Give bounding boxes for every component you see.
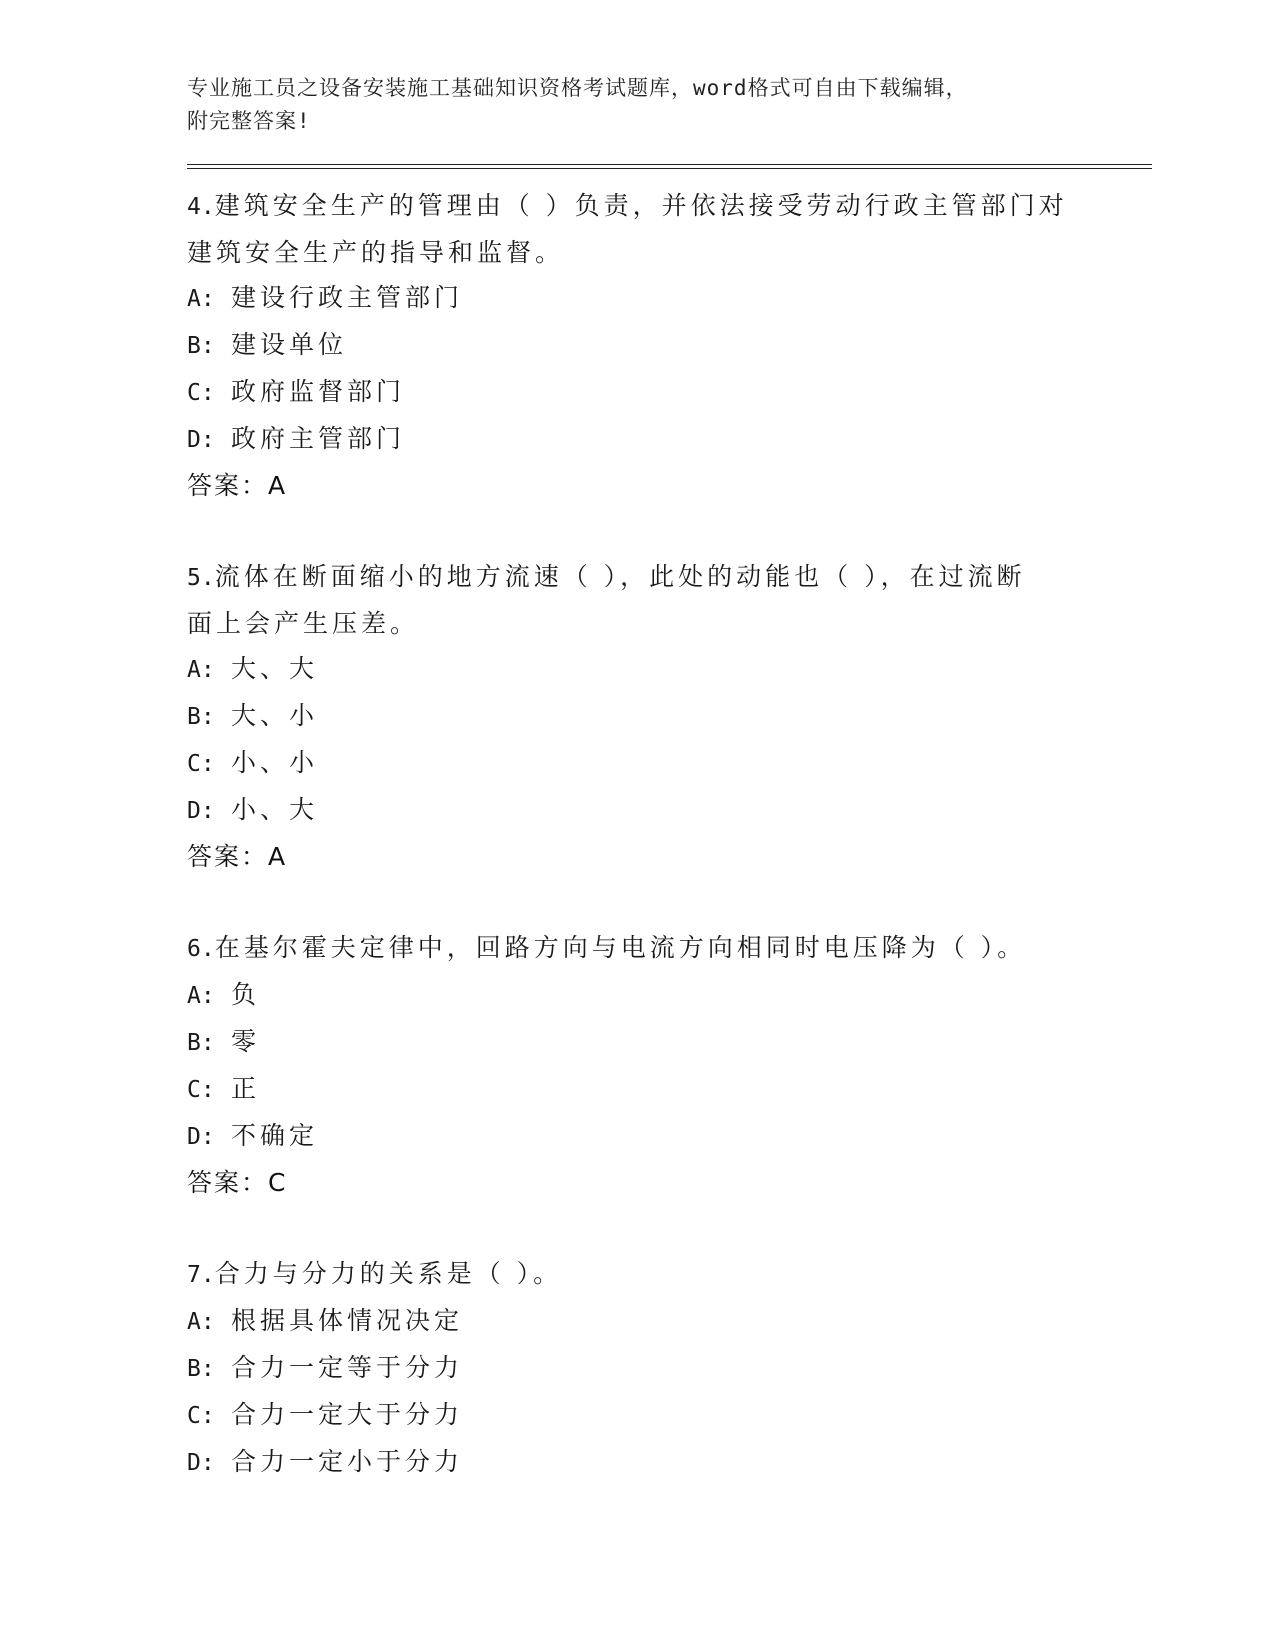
question-stem-line-1: 建筑安全生产的管理由（ ）负责，并依法接受劳动行政主管部门对: [214, 191, 1068, 220]
option-c: [187, 740, 1152, 787]
question-number: 4.: [187, 194, 215, 220]
option-letter: B:: [187, 704, 215, 730]
option-text: 建设单位: [231, 330, 348, 359]
answer-line: 答案：A: [187, 842, 288, 871]
option-letter: B:: [187, 333, 215, 359]
option-letter: C:: [187, 380, 215, 406]
option-text: 合力一定大于分力: [231, 1400, 464, 1429]
option-a: [187, 646, 1152, 693]
question-stem: [187, 925, 1152, 972]
option-letter: C:: [187, 1077, 215, 1103]
option-letter: D:: [187, 1124, 215, 1150]
option-text: 小、大: [231, 795, 319, 824]
question-6: [187, 925, 1152, 1205]
question-stem-line-1: 流体在断面缩小的地方流速（ ），此处的动能也（ ），在过流断: [214, 562, 1026, 591]
option-letter: A:: [187, 657, 215, 683]
question-4: [187, 183, 1152, 508]
option-b: [187, 322, 1152, 369]
option-text: 政府主管部门: [231, 424, 406, 453]
option-letter: A:: [187, 1309, 215, 1335]
header-double-rule: [187, 164, 1152, 169]
answer-line: 答案：A: [187, 471, 288, 500]
question-number: 5.: [187, 565, 215, 591]
question-number: 6.: [187, 936, 215, 962]
question-stem-line-1: 合力与分力的关系是（ ）。: [214, 1259, 563, 1288]
option-letter: B:: [187, 1356, 215, 1382]
option-letter: C:: [187, 1403, 215, 1429]
question-stem: [187, 554, 1152, 601]
question-stem-line-2: 建筑安全生产的指导和监督。: [187, 238, 565, 267]
option-b: [187, 693, 1152, 740]
option-c: [187, 1066, 1152, 1113]
option-text: 正: [231, 1074, 261, 1103]
header-line-1: 专业施工员之设备安装施工基础知识资格考试题库，word格式可自由下载编辑，: [187, 76, 968, 100]
option-d: [187, 787, 1152, 834]
option-b: [187, 1019, 1152, 1066]
option-letter: A:: [187, 286, 215, 312]
option-a: [187, 1298, 1152, 1345]
question-number: 7.: [187, 1262, 215, 1288]
document-header: [187, 72, 1152, 138]
option-text: 不确定: [231, 1121, 319, 1150]
option-text: 根据具体情况决定: [231, 1306, 464, 1335]
option-letter: C:: [187, 751, 215, 777]
option-b: [187, 1345, 1152, 1392]
option-text: 合力一定等于分力: [231, 1353, 464, 1382]
option-a: [187, 972, 1152, 1019]
option-letter: D:: [187, 427, 215, 453]
option-text: 大、大: [231, 654, 319, 683]
question-stem-line-1: 在基尔霍夫定律中，回路方向与电流方向相同时电压降为（ ）。: [214, 933, 1027, 962]
option-letter: A:: [187, 983, 215, 1009]
option-text: 小、小: [231, 748, 319, 777]
option-letter: D:: [187, 798, 215, 824]
header-line-2: 附完整答案!: [187, 109, 311, 133]
option-c: [187, 1392, 1152, 1439]
question-5: [187, 554, 1152, 879]
option-d: [187, 416, 1152, 463]
question-stem: [187, 183, 1152, 230]
question-stem: [187, 1251, 1152, 1298]
option-a: [187, 275, 1152, 322]
option-letter: B:: [187, 1030, 215, 1056]
option-d: [187, 1113, 1152, 1160]
option-text: 零: [231, 1027, 261, 1056]
option-letter: D:: [187, 1450, 215, 1476]
option-c: [187, 369, 1152, 416]
question-7: [187, 1251, 1152, 1486]
option-text: 政府监督部门: [231, 377, 406, 406]
option-text: 负: [231, 980, 261, 1009]
option-text: 建设行政主管部门: [231, 283, 464, 312]
option-d: [187, 1439, 1152, 1486]
option-text: 大、小: [231, 701, 319, 730]
option-text: 合力一定小于分力: [231, 1447, 464, 1476]
answer-line: 答案：C: [187, 1168, 288, 1197]
question-stem-line-2: 面上会产生压差。: [187, 609, 420, 638]
document-page: [187, 72, 1152, 1486]
